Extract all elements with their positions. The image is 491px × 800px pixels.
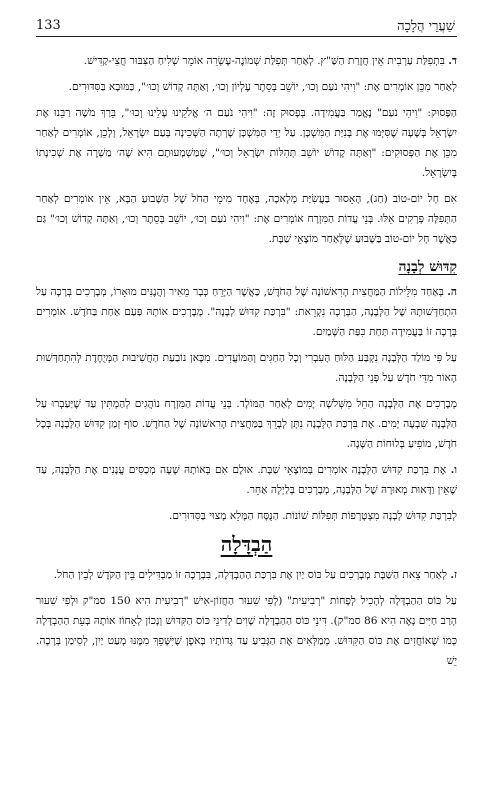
paragraph-text: אֶת בִּרְכַּת קִדּוּשׁ הַלְּבָנָה אוֹמְרִים בְּמוֹצָאֵי שַׁבָּת. אוּלָם אִם בְּאוֹתָהּ שָׁעָה מְכַסִּים עֲנָנִים אֶת הַלְּבָנָה, עַד שֶׁאֵין וַדָּאוּת מְאוּרָהּ שֶׁל הַלְּבָנָה, מְבָרְכִים בְּלַיְלָה אַחֵר. xyxy=(36,464,457,496)
havdala-section xyxy=(36,565,457,671)
paragraph xyxy=(36,103,457,183)
kiddush-section xyxy=(36,282,457,526)
paragraph xyxy=(36,506,457,526)
paragraph-4 xyxy=(36,51,457,71)
paragraph-text: עַל כּוֹס הַהַבְדָּלָה לְהָכִיל לְפָחוֹת "רְבִיעִית" (לְפִי שִׁעוּר הַחֲזוֹן-אִישׁ "רְבִיעִית הִיא 150 סמ"ק וּלְפִי שִׁעוּר הָרַב חַיִּים נָאֶה הִיא 86 סמ"ק). דִּינֵי כּוֹס הַהַבְדָּלָה שָׁוִים לְדִינֵי כּוֹס הַקִּדּוּשׁ וְנָכוֹן לְאָחוֹז אוֹתָהּ בְּעֵת הַהַבְדָּלָה כְּמוֹ שֶׁאוֹחֲזִים אֶת כּוֹס הַקִּדּוּשׁ. מְמַלְּאִים אֶת הַגָּבִיעַ עַד גְּדוֹתָיו בְּאֹפֶן שֶׁיִּשָּׁפֵךְ מִמֶּנּוּ מְעַט יַיִן, לְסִימַן בְּרָכָה. יֵשׁ xyxy=(36,595,457,667)
paragraph-text: הַפָּסוּק: "וִיהִי נֹעַם" נֶאֱמַר בַּעֲמִידָה. בְּפָסוּק זֶה: "וִיהִי נֹעַם ה׳ אֱלֹקֵינוּ עָלֵינוּ וְכוּ׳", בֵּרַךְ מֹשֶׁה רַבֵּנוּ אֶת יִשְׂרָאֵל בְּשָׁעָה שֶׁסִּיְּמוּ אֶת בְּנִיַּת הַמִּשְׁכָּן. עַל יְדֵי הַמִּשְׁכָּן שָׁרְתָה הַשְּׁכִינָה בְּעַם יִשְׂרָאֵל, וְלָכֵן, אוֹמְרִים לְאַחַר מִכֵּן אֶת הַפְּסוּקִים: "וְאַתָּה קָדוֹשׁ יוֹשֵׁב תְּהִלּוֹת יִשְׂרָאֵל וְכוּ׳", שֶׁמַּשְׁמָעוּתָם הִיא שֶׁה׳ מַשְׁרֶה אֶת שְׁכִינָתוֹ בְּיִשְׂרָאֵל. xyxy=(36,107,457,179)
paragraph-marker: ד. xyxy=(448,55,457,67)
paragraph-7 xyxy=(36,565,457,585)
paragraph xyxy=(36,394,457,454)
paragraph xyxy=(36,591,457,671)
page-header xyxy=(36,14,457,37)
paragraph-text: בְּאַחַד מִלֵּילוֹת הַמַּחֲצִית הָרִאשׁוֹנָה שֶׁל הַחֹדֶשׁ, כַּאֲשֶׁר הַיָּרֵחַ כְּבָר מֵאִיר וְהֲנֶנִּים מוּאָרוֹ, מְבָרְכִים בְּרָכָה עַל הִתְחַדְּשׁוּתָהּ שֶׁל הַלְּבָנָה, הַבְּרָכָה נִקְרֵאת: "בִּרְכַּת קִדּוּשׁ לְבָנָה". מְבָרְכִים אוֹתָהּ פַּעַם אַחַת בַּחֹדֶשׁ. אוֹמְרִים בְּרָכָה זוֹ בַּעֲמִידָה תַּחַת כִּפַּת הַשָּׁמַיִם. xyxy=(36,286,457,338)
paragraph-text: מְבָרְכִים אֶת הַלְּבָנָה הַחֵל מִשְּׁלֹשָׁה יָמִים לְאַחַר הַמּוֹלָד. בְּנֵי עֲדוֹת הַמִּזְרָח נוֹהֲגִים לְהַמְתִּין עַד שֶׁיַּעַבְרוּ עַל הַלְּבָנָה שִׁבְעָה יָמִים. אֶת בִּרְכַּת הַלְּבָנָה נִתָּן לְבָרֵךְ בַּמַּחֲצִית הָרִאשׁוֹנָה שֶׁל הַחֹדֶשׁ. סוֹף זְמַן קִדּוּשׁ הַלְּבָנָה בְּכָל חֹדֶשׁ, מוֹפִיעַ בְּלוּחוֹת הַשָּׁנָה. xyxy=(36,398,457,450)
paragraph-text: לְבִרְכַּת קִדּוּשׁ לְבָנָה מִצְטָרְפוֹת תְּפִלּוֹת שׁוֹנוֹת. הַנֻּסָּח הַמָּלֵא מָצוּי בַּסִּדּוּרִים. xyxy=(168,510,457,522)
paragraph-marker: ה. xyxy=(447,286,457,298)
paragraph xyxy=(36,77,457,97)
section-heading-kiddush-levana: קִדּוּשׁ לְבָנָה xyxy=(398,259,457,275)
paragraph-text: לְאַחַר צֵאת הַשַּׁבָּת מְבָרְכִים עַל כּוֹס יַיִן אֶת בִּרְכַּת הַהַבְדָּלָה, בִּבְרָכָה זוֹ מַבְדִּילִים בֵּין הַקֹּדֶשׁ לְבֵין הַחֹל. xyxy=(53,569,447,581)
running-title: שַׁעֲרֵי הֲלָכָה xyxy=(397,19,455,34)
paragraph xyxy=(36,348,457,388)
section-heading-havdala: הַבְדָּלָה xyxy=(220,532,273,556)
paragraph-text: בִּתְפִלַּת עַרְבִית אֵין חֲזָרַת הַשַּׁ"ץ. לְאַחַר תְּפִלַּת שְׁמוֹנֶה-עֶשְׂרֵה אוֹמֵר שְׁלִיחַ הַצִּבּוּר חֲצִי-קַדִּישׁ. xyxy=(83,55,445,67)
paragraph-marker: ז. xyxy=(450,569,457,581)
paragraph-text: עַל פִּי מוֹלַד הַלְּבָנָה נִקְבַּע הַלּוּחַ הָעִבְרִי וְכָל הַחַגִּים וְהַמּוֹעֲדִים. מִכָּאן נוֹבַעַת הַחֲשִׁיבוּת הַמְּיֻחֶדֶת לְהִתְחַדְּשׁוּת הָאוֹר מִדֵּי חֹדֶשׁ עַל פְּנֵי הַלְּבָנָה. xyxy=(36,352,457,384)
paragraph-text: אִם חָל יוֹם-טוֹב (חַג), הָאָסוּר בַּעֲשִׂיַּת מְלָאכָה, בְּאֶחָד מִימֵי הַחֹל שֶׁל הַשָּׁבוּעַ הַבָּא, אֵין אוֹמְרִים לְאַחַר הַתְּפִלָּה פְּרָקִים אֵלּוּ. בְּנֵי עֲדוֹת הַמִּזְרָח אוֹמְרִים אֶת: "וִיהִי נֹעַם וְכוּ׳, יוֹשֵׁב בְּסֵתֶר וְכוּ׳, וְאַתָּה קָדוֹשׁ וְכוּ׳" גַּם כַּאֲשֶׁר חָל יוֹם-טוֹב בַּשָּׁבוּעַ שֶׁלְּאַחַר מוֹצָאֵי שַׁבָּת. xyxy=(36,193,457,245)
paragraph-text: לְאַחַר מִכֵּן אוֹמְרִים אֶת: "וִיהִי נֹעַם וְכוּ׳, יוֹשֵׁב בְּסֵתֶר עֶלְיוֹן וְכוּ׳, וְאַתָּה קָדוֹשׁ וְכוּ׳", כַּמּוּבָא בַּסִּדּוּרִים. xyxy=(68,81,457,93)
page-number: 133 xyxy=(36,18,61,33)
top-section xyxy=(36,51,457,249)
paragraph xyxy=(36,189,457,249)
paragraph-6 xyxy=(36,460,457,500)
paragraph-marker: ו. xyxy=(450,464,457,476)
paragraph-5 xyxy=(36,282,457,342)
